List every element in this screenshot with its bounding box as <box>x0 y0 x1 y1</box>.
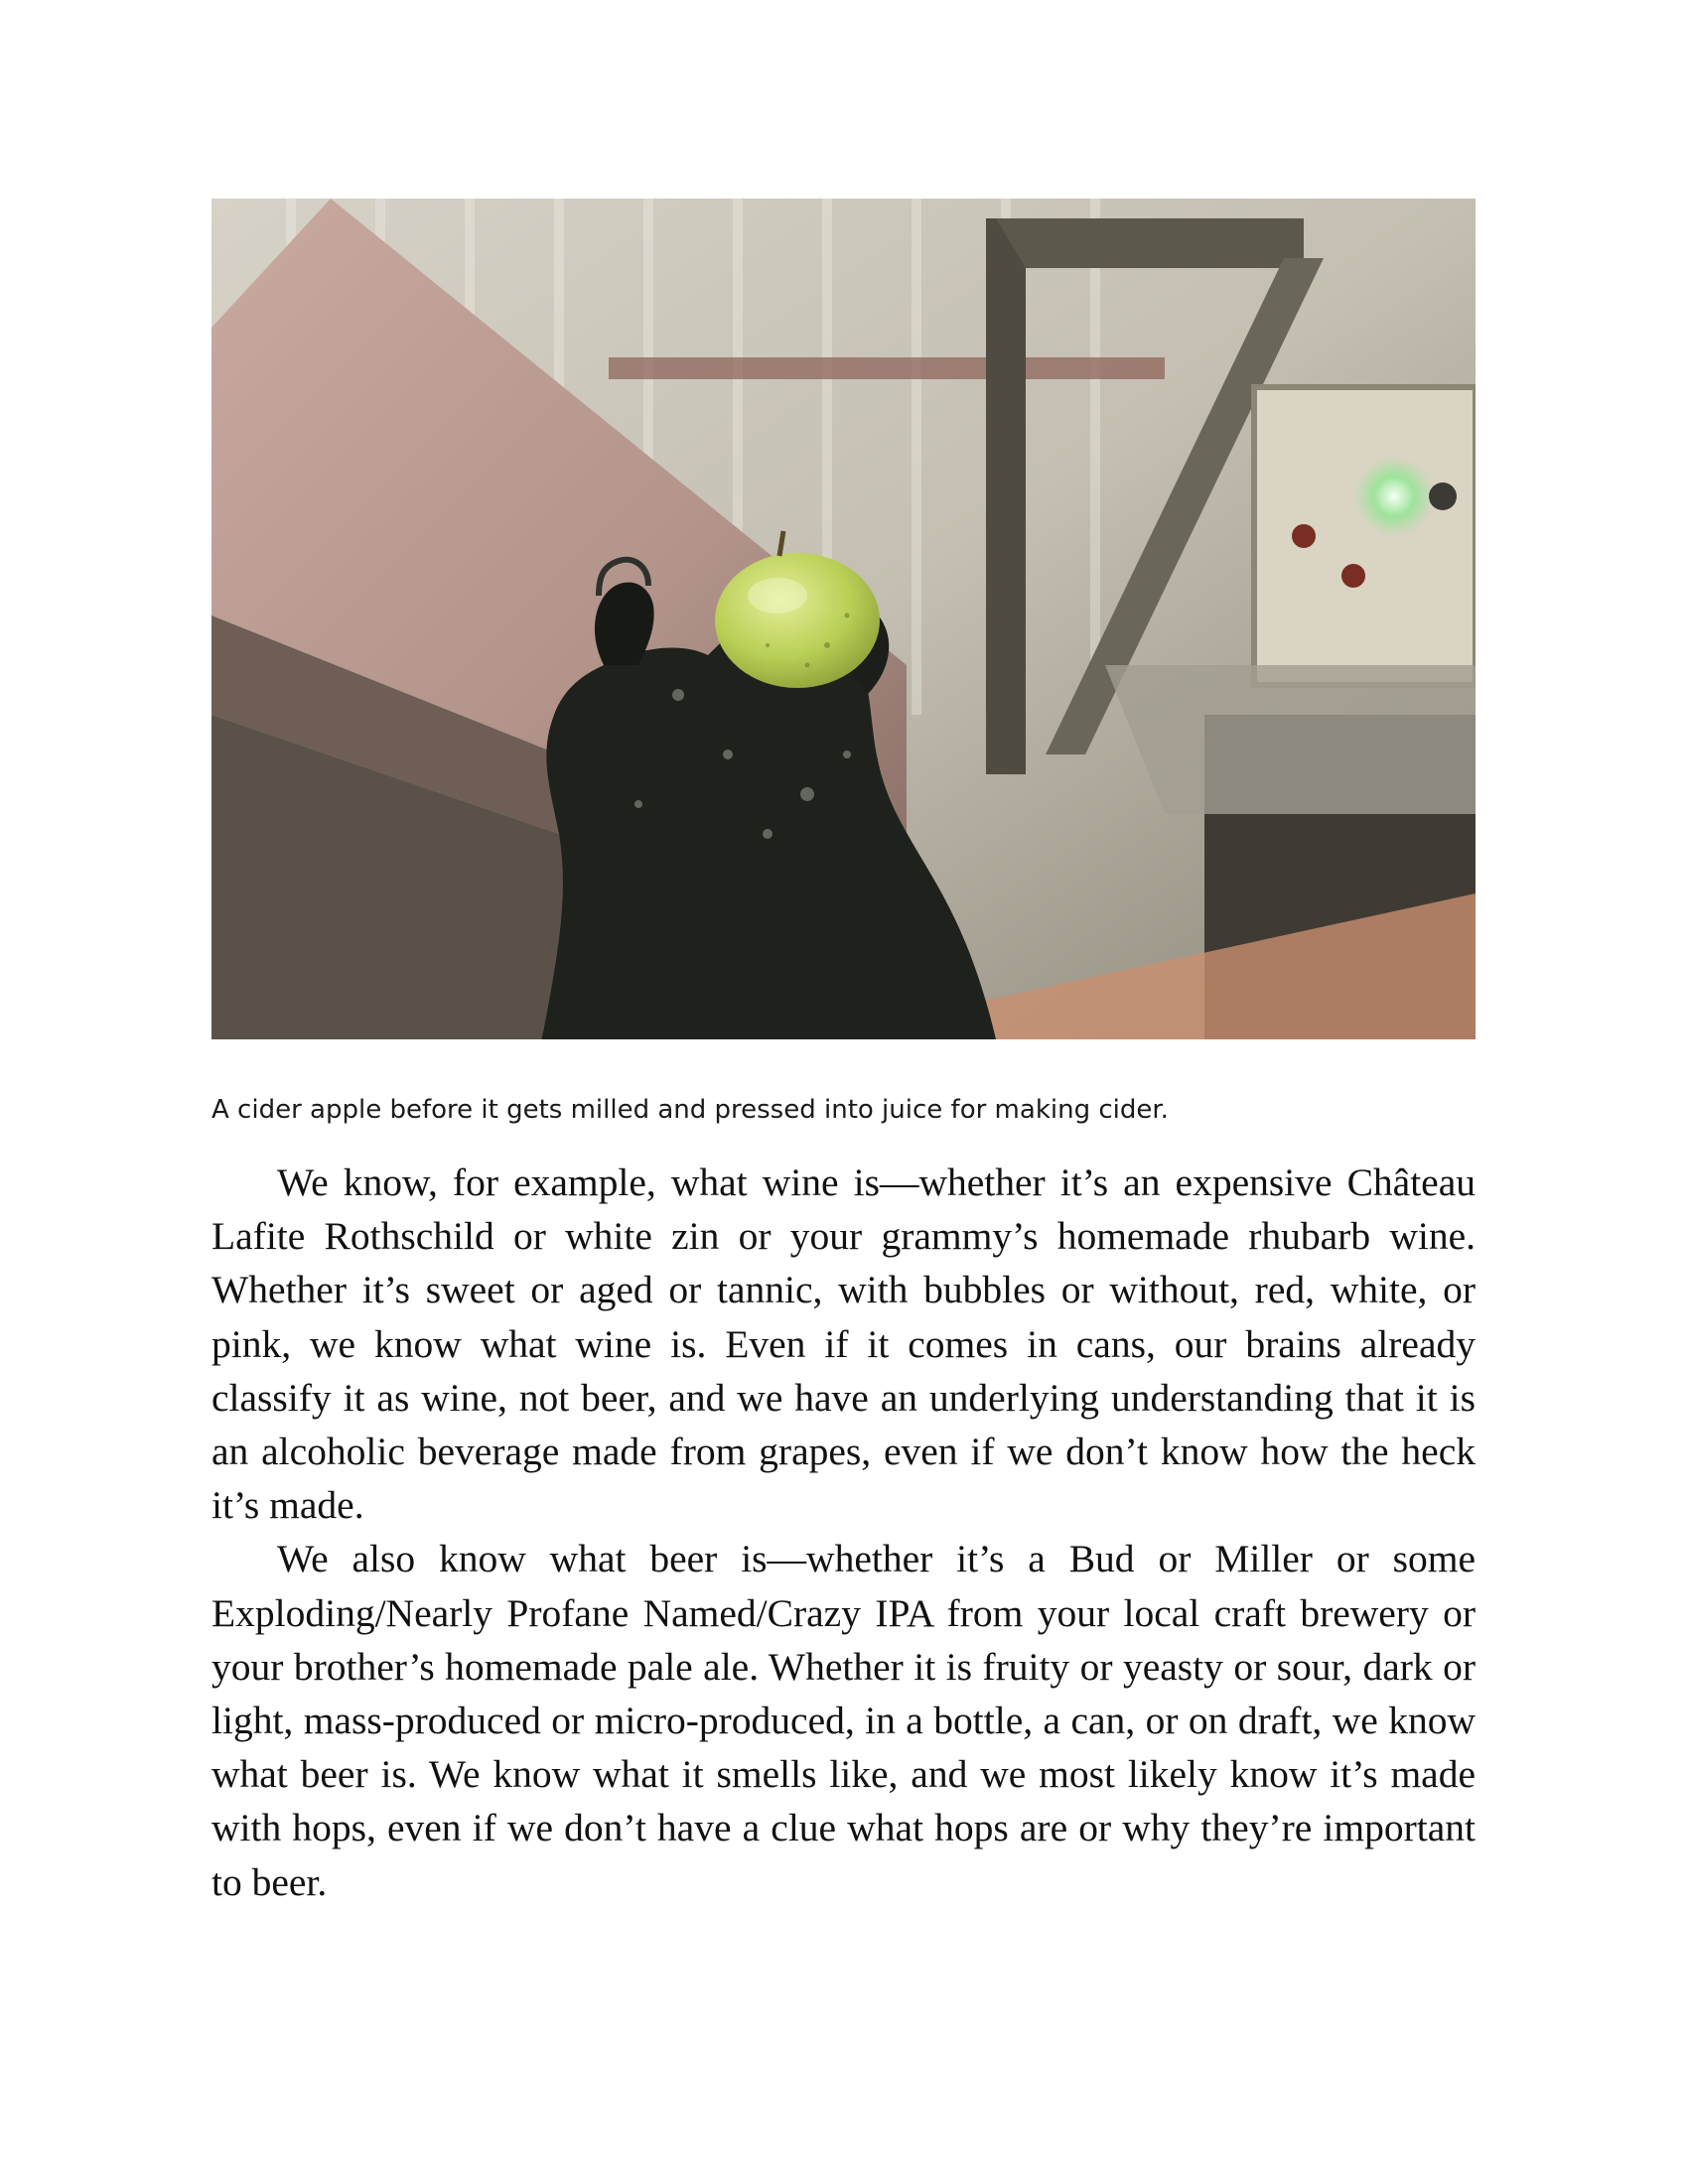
cider-apple-photo <box>211 199 1476 1039</box>
paragraph: We also know what beer is—whether it’s a Bud or Miller or some Exploding/Nearly Profane Named/Crazy IPA from your local craft brewery or your brother’s homemade pale ale. Whether it is fruity or yeasty or sour, dark or light, mass-produced or micro-produced, in a bottle, a can, or on draft, we know what beer is. We know what it smells like, and we most likely know it’s made with hops, even if we don’t have a clue what hops are or why they’re important to beer. <box>211 1537 1476 1904</box>
paragraph: We know, for example, what wine is—whether it’s an expensive Château Lafite Rothschild or white zin or your grammy’s homemade rhubarb wine. Whether it’s sweet or aged or tannic, with bubbles or without, red, white, or pink, we know what wine is. Even if it comes in cans, our brains already classify it as wine, not beer, and we have an underlying understanding that it is an alcoholic beverage made from grapes, even if we don’t know how the heck it’s made. <box>211 1160 1476 1528</box>
figure-caption: A cider apple before it gets milled and pressed into juice for making cider. <box>211 1095 1169 1125</box>
body-text <box>211 1156 1476 1909</box>
